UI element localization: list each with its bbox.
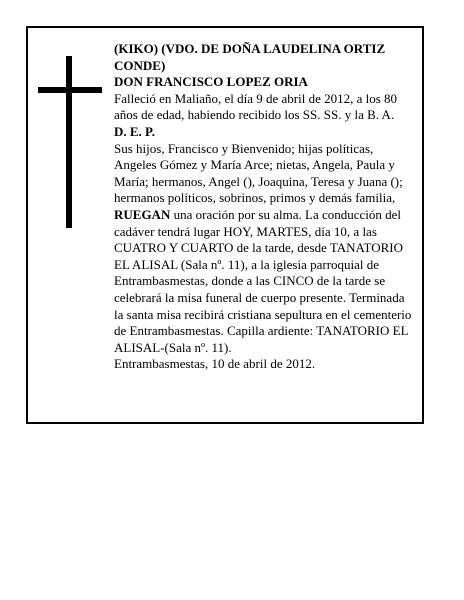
ceremony-text: una oración por su alma. La conducción del cadáver tendrá lugar HOY, MARTES, día 10, a las CUATRO Y CUARTO de la tarde, desde TANATORIO EL ALISAL (Sala nº. 11), a la iglesia parroquial de Entrambasmestas, donde a las CINCO de la tarde se celebrará la misa funeral de cuerpo presente. Terminada la santa misa recibirá cristiana sepultura en el cementerio de Entrambasmestas. Capilla ardiente: TANATORIO EL ALISAL-(Sala nº. 11). xyxy=(114,206,412,355)
obituary-notice xyxy=(26,26,424,424)
family-paragraph xyxy=(114,141,416,357)
death-info: Falleció en Maliaño, el día 9 de abril de 2012, a los 80 años de edad, habiendo recibido los SS. SS. y la B. A. xyxy=(114,90,398,123)
deceased-name: DON FRANCISCO LOPEZ ORIA xyxy=(114,74,308,90)
cross-icon xyxy=(38,56,102,228)
alias-line: (KIKO) (VDO. DE DOÑA LAUDELINA ORTIZ CONDE) xyxy=(114,41,386,73)
cross-vertical-bar xyxy=(66,56,72,228)
ruegan-word: RUEGAN xyxy=(114,206,171,222)
dep-line: D. E. P. xyxy=(114,123,156,139)
family-text: Sus hijos, Francisco y Bienvenido; hijas políticas, Angeles Gómez y María Arce; nietas, Angela, Paula y María; hermanos, Angel (), Joaquina, Teresa y Juana (); hermanos políticos, sobrinos, primos y demás familia, xyxy=(114,140,403,206)
obituary-text xyxy=(114,41,416,373)
cross-horizontal-bar xyxy=(38,87,102,93)
closing-line: Entrambasmestas, 10 de abril de 2012. xyxy=(114,356,316,372)
